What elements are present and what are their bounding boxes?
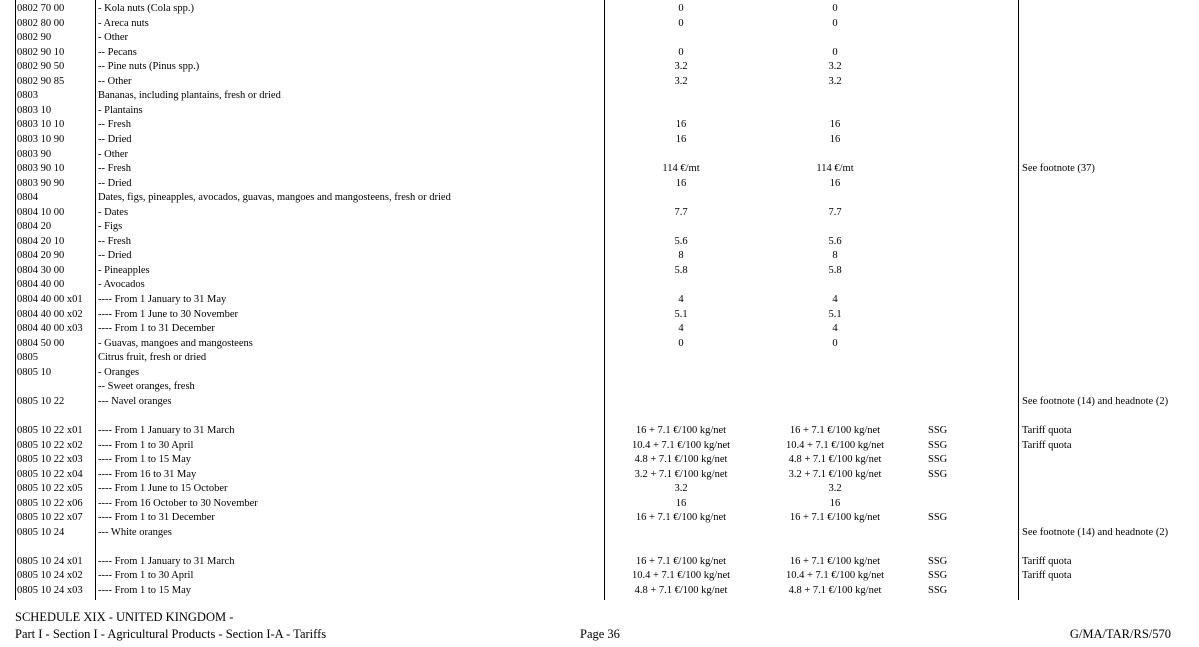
ssg-flag: SSG <box>928 555 948 567</box>
description: ---- From 1 June to 30 November <box>98 308 238 320</box>
description: -- Sweet oranges, fresh <box>98 381 195 393</box>
tariff-code: 0805 10 24 x02 <box>17 570 83 582</box>
bound-rate: 4.8 + 7.1 €/100 kg/net <box>634 585 728 596</box>
tariff-code: 0805 10 22 x04 <box>17 468 83 480</box>
description: -- Other <box>98 75 132 87</box>
applied-rate: 4 <box>832 294 838 305</box>
applied-rate: 5.1 <box>828 308 842 320</box>
description: - Plantains <box>98 104 143 116</box>
table-row <box>0 584 1199 599</box>
tariff-code: 0804 20 90 <box>17 250 65 262</box>
applied-rate: 3.2 <box>828 483 842 495</box>
tariff-code: 0802 90 50 <box>17 61 65 73</box>
table-row <box>0 133 1199 148</box>
other-note: See footnote (14) and headnote (2) <box>1022 526 1169 538</box>
bound-rate: 10.4 + 7.1 €/100 kg/net <box>631 439 731 451</box>
table-row <box>0 322 1199 337</box>
bound-rate: 16 <box>675 497 687 509</box>
bound-rate: 3.2 <box>674 61 688 73</box>
description: - Areca nuts <box>98 17 149 29</box>
bound-rate: 10.4 + 7.1 €/100 kg/net <box>631 570 731 582</box>
table-row <box>0 395 1199 410</box>
table-row <box>0 540 1199 555</box>
applied-rate: 10.4 + 7.1 €/100 kg/net <box>785 570 885 582</box>
tariff-code: 0805 10 22 x03 <box>17 454 83 466</box>
tariff-code: 0805 10 22 <box>17 395 65 407</box>
applied-rate: 3.2 <box>828 75 842 87</box>
applied-rate: 8 <box>832 250 838 262</box>
tariff-code: 0805 10 22 x01 <box>17 424 83 436</box>
description: ---- From 1 to 31 December <box>98 323 215 335</box>
bound-rate: 5.8 <box>674 264 688 276</box>
description: -- Dried <box>98 250 132 262</box>
applied-rate: 16 <box>829 177 841 189</box>
table-row <box>0 118 1199 133</box>
table-row <box>0 2 1199 17</box>
table-row <box>0 569 1199 584</box>
other-note: Tariff quota <box>1022 439 1072 451</box>
tariff-code: 0803 <box>17 90 38 102</box>
tariff-code: 0805 10 24 x01 <box>17 555 83 567</box>
tariff-code: 0805 10 22 x06 <box>17 497 83 509</box>
table-row <box>0 31 1199 46</box>
table-row <box>0 511 1199 526</box>
description: - Other <box>98 32 129 44</box>
table-row <box>0 366 1199 381</box>
bound-rate: 4 <box>678 323 684 335</box>
description: Bananas, including plantains, fresh or dried <box>98 90 281 102</box>
page-footer <box>0 600 1199 647</box>
description: - Pineapples <box>98 264 150 276</box>
applied-rate: 0 <box>832 17 838 29</box>
bound-rate: 0 <box>678 3 684 14</box>
applied-rate: 0 <box>832 337 838 349</box>
ssg-flag: SSG <box>928 570 948 582</box>
bound-rate: 4.8 + 7.1 €/100 kg/net <box>634 454 728 466</box>
applied-rate: 4.8 + 7.1 €/100 kg/net <box>788 585 882 596</box>
table-row <box>0 482 1199 497</box>
description: --- Navel oranges <box>98 395 172 407</box>
description: - Guavas, mangoes and mangosteens <box>98 337 253 349</box>
bound-rate: 7.7 <box>674 206 688 218</box>
tariff-code: 0802 90 10 <box>17 46 65 58</box>
other-note: Tariff quota <box>1022 555 1072 567</box>
description: - Kola nuts (Cola spp.) <box>98 3 194 14</box>
tariff-code: 0802 80 00 <box>17 17 65 29</box>
other-note: Tariff quota <box>1022 424 1072 436</box>
applied-rate: 10.4 + 7.1 €/100 kg/net <box>785 439 885 451</box>
description: ---- From 1 January to 31 May <box>98 294 227 305</box>
tariff-code: 0804 40 00 x03 <box>17 323 83 335</box>
applied-rate: 0 <box>832 46 838 58</box>
table-row <box>0 75 1199 90</box>
bound-rate: 0 <box>678 46 684 58</box>
applied-rate: 16 + 7.1 €/100 kg/net <box>789 555 881 567</box>
ssg-flag: SSG <box>928 468 948 480</box>
bound-rate: 3.2 <box>674 483 688 495</box>
applied-rate: 16 + 7.1 €/100 kg/net <box>789 512 881 524</box>
ssg-flag: SSG <box>928 454 948 466</box>
tariff-code: 0804 50 00 <box>17 337 65 349</box>
description: -- Fresh <box>98 119 131 131</box>
table-row <box>0 555 1199 570</box>
table-row <box>0 453 1199 468</box>
table-row <box>0 497 1199 512</box>
description: ---- From 1 to 31 December <box>98 512 215 524</box>
tariff-code: 0804 30 00 <box>17 264 65 276</box>
tariff-code: 0804 40 00 <box>17 279 65 291</box>
other-note: Tariff quota <box>1022 570 1072 582</box>
table-row <box>0 293 1199 308</box>
table-row <box>0 424 1199 439</box>
table-row <box>0 409 1199 424</box>
bound-rate: 5.6 <box>674 235 688 247</box>
bound-rate: 16 <box>675 177 687 189</box>
description: - Dates <box>98 206 129 218</box>
table-row <box>0 220 1199 235</box>
description: - Other <box>98 148 129 160</box>
table-row <box>0 89 1199 104</box>
tariff-code: 0805 10 <box>17 366 52 378</box>
table-row <box>0 308 1199 323</box>
applied-rate: 5.8 <box>828 264 842 276</box>
description: ---- From 1 to 30 April <box>98 439 194 451</box>
tariff-code: 0805 <box>17 352 38 364</box>
bound-rate: 0 <box>678 17 684 29</box>
table-row <box>0 162 1199 177</box>
table-row <box>0 264 1199 279</box>
bound-rate: 3.2 + 7.1 €/100 kg/net <box>634 468 728 480</box>
table-row <box>0 380 1199 395</box>
table-row <box>0 337 1199 352</box>
tariff-code: 0805 10 22 x07 <box>17 512 83 524</box>
tariff-code: 0805 10 24 <box>17 526 65 538</box>
section-title: Part I - Section I - Agricultural Products - Section I-A - Tariffs <box>15 627 327 641</box>
tariff-code: 0802 70 00 <box>17 3 65 14</box>
other-note: See footnote (37) <box>1022 163 1095 175</box>
description: -- Dried <box>98 177 132 189</box>
tariff-code: 0803 90 <box>17 148 52 160</box>
description: - Oranges <box>98 366 140 378</box>
description: ---- From 1 June to 15 October <box>98 483 228 495</box>
description: -- Fresh <box>98 163 131 175</box>
bound-rate: 8 <box>678 250 684 262</box>
description: - Figs <box>98 221 123 233</box>
description: ---- From 1 to 15 May <box>98 454 192 466</box>
table-row <box>0 177 1199 192</box>
other-note: See footnote (14) and headnote (2) <box>1022 395 1169 407</box>
description: ---- From 1 January to 31 March <box>98 555 235 567</box>
applied-rate: 16 <box>829 497 841 509</box>
tariff-code: 0805 10 22 x02 <box>17 439 83 451</box>
tariff-code: 0804 40 00 x02 <box>17 308 83 320</box>
page-number: Page 36 <box>580 627 620 641</box>
description: --- White oranges <box>98 526 172 538</box>
table-row <box>0 351 1199 366</box>
table-row <box>0 17 1199 32</box>
tariff-code: 0804 <box>17 192 38 204</box>
bound-rate: 5.1 <box>674 308 688 320</box>
description: ---- From 1 January to 31 March <box>98 424 235 436</box>
table-row <box>0 60 1199 75</box>
table-row <box>0 148 1199 163</box>
applied-rate: 16 <box>829 133 841 145</box>
table-row <box>0 235 1199 250</box>
bound-rate: 16 <box>675 119 687 131</box>
applied-rate: 0 <box>832 3 838 14</box>
applied-rate: 3.2 <box>828 61 842 73</box>
applied-rate: 4.8 + 7.1 €/100 kg/net <box>788 454 882 466</box>
tariff-code: 0804 20 10 <box>17 235 65 247</box>
description: ---- From 1 to 30 April <box>98 570 194 582</box>
table-row <box>0 439 1199 454</box>
bound-rate: 0 <box>678 337 684 349</box>
tariff-code: 0803 90 10 <box>17 163 65 175</box>
applied-rate: 5.6 <box>828 235 842 247</box>
description: ---- From 16 October to 30 November <box>98 497 258 509</box>
tariff-code: 0802 90 <box>17 32 52 44</box>
schedule-title: SCHEDULE XIX - UNITED KINGDOM - <box>15 610 234 624</box>
description: -- Pine nuts (Pinus spp.) <box>98 61 200 73</box>
applied-rate: 16 <box>829 119 841 131</box>
applied-rate: 114 €/mt <box>816 163 854 175</box>
ssg-flag: SSG <box>928 512 948 524</box>
bound-rate: 16 + 7.1 €/100 kg/net <box>635 424 727 436</box>
tariff-code: 0803 10 10 <box>17 119 65 131</box>
applied-rate: 3.2 + 7.1 €/100 kg/net <box>788 468 882 480</box>
bound-rate: 16 + 7.1 €/100 kg/net <box>635 555 727 567</box>
description: ---- From 16 to 31 May <box>98 468 197 480</box>
tariff-code: 0803 10 90 <box>17 133 65 145</box>
tariff-code: 0804 10 00 <box>17 206 65 218</box>
table-row <box>0 249 1199 264</box>
ssg-flag: SSG <box>928 424 948 436</box>
tariff-code: 0805 10 24 x03 <box>17 585 83 596</box>
table-row <box>0 468 1199 483</box>
document-reference: G/MA/TAR/RS/570 <box>1069 627 1171 641</box>
table-row <box>0 191 1199 206</box>
bound-rate: 16 + 7.1 €/100 kg/net <box>635 512 727 524</box>
ssg-flag: SSG <box>928 585 948 596</box>
tariff-code: 0803 10 <box>17 104 52 116</box>
tariff-code: 0805 10 22 x05 <box>17 483 83 495</box>
tariff-code: 0803 90 90 <box>17 177 65 189</box>
ssg-flag: SSG <box>928 439 948 451</box>
description: -- Fresh <box>98 235 131 247</box>
applied-rate: 7.7 <box>828 206 842 218</box>
table-row <box>0 46 1199 61</box>
tariff-code: 0804 20 <box>17 221 52 233</box>
bound-rate: 114 €/mt <box>662 163 700 175</box>
tariff-code: 0802 90 85 <box>17 75 65 87</box>
table-row <box>0 526 1199 541</box>
table-row <box>0 104 1199 119</box>
description: -- Pecans <box>98 46 137 58</box>
table-row <box>0 206 1199 221</box>
description: -- Dried <box>98 133 132 145</box>
tariff-code: 0804 40 00 x01 <box>17 294 83 305</box>
applied-rate: 4 <box>832 323 838 335</box>
table-row <box>0 278 1199 293</box>
bound-rate: 4 <box>678 294 684 305</box>
bound-rate: 3.2 <box>674 75 688 87</box>
applied-rate: 16 + 7.1 €/100 kg/net <box>789 424 881 436</box>
description: Citrus fruit, fresh or dried <box>98 352 207 364</box>
description: ---- From 1 to 15 May <box>98 585 192 596</box>
description: Dates, figs, pineapples, avocados, guavas, mangoes and mangosteens, fresh or dried <box>98 192 451 204</box>
bound-rate: 16 <box>675 133 687 145</box>
description: - Avocados <box>98 279 145 291</box>
